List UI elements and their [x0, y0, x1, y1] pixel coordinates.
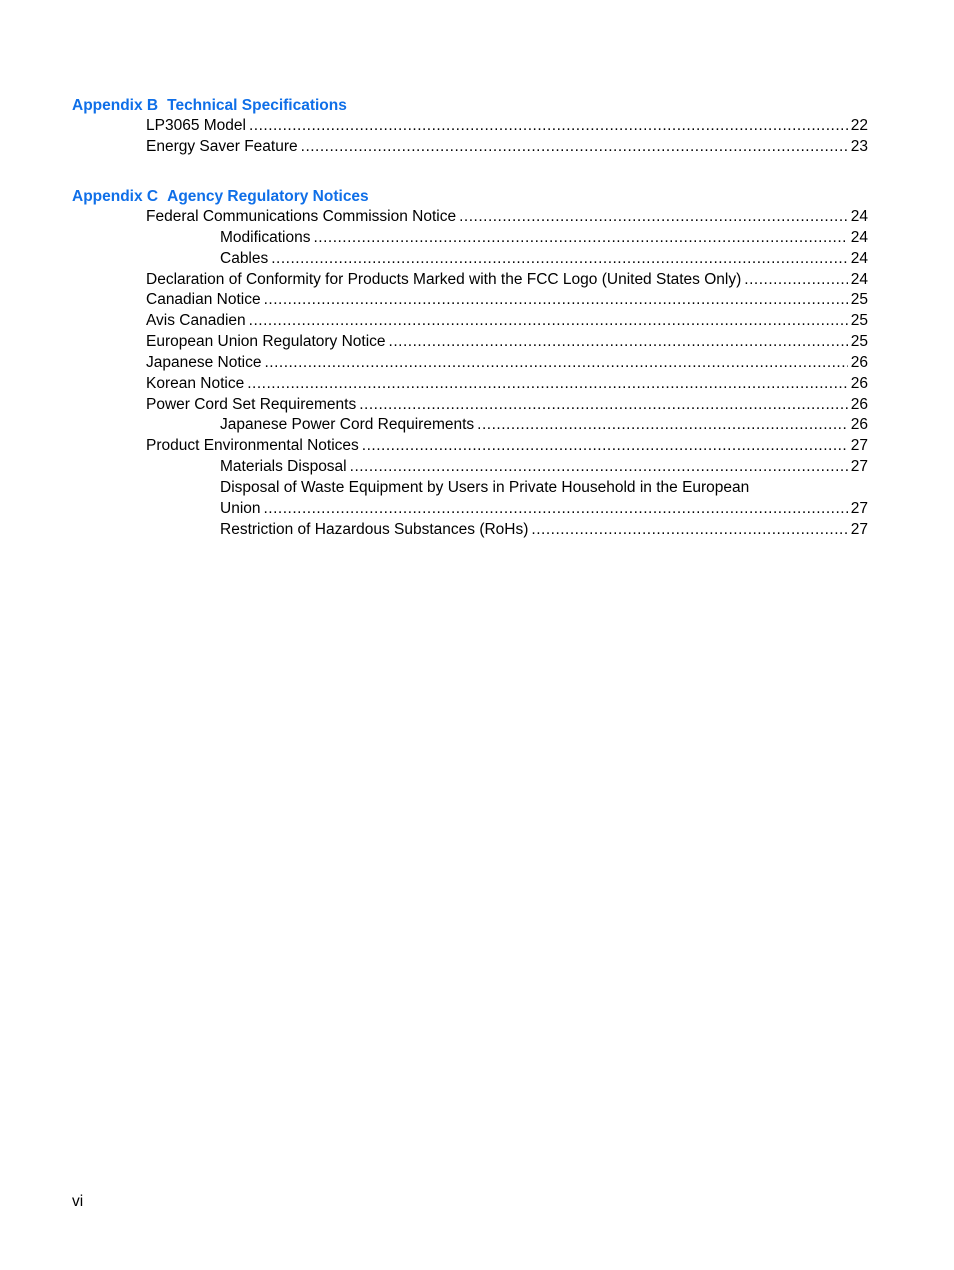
dot-leader: [313, 228, 847, 249]
toc-entry-label: Disposal of Waste Equipment by Users in Private Household in the European: [220, 478, 750, 496]
toc-entry-page: 25: [850, 312, 868, 330]
toc-entry-page: 27: [850, 520, 868, 538]
toc-entry[interactable]: [72, 332, 868, 353]
toc-entry-page: 24: [850, 228, 868, 246]
section-prefix: Appendix B: [72, 97, 159, 114]
dot-leader: [350, 457, 848, 478]
toc-entry[interactable]: [72, 228, 868, 249]
dot-leader: [249, 311, 848, 332]
toc-entry-label: Union: [220, 499, 261, 517]
toc-entry-label: Japanese Notice: [146, 353, 262, 371]
toc-entry-page: 26: [850, 353, 868, 371]
dot-leader: [264, 290, 848, 311]
toc-entry[interactable]: [72, 249, 868, 270]
toc-entry-label: Energy Saver Feature: [146, 137, 298, 155]
dot-leader: [249, 116, 848, 137]
toc-entry[interactable]: [72, 353, 868, 374]
toc-entry-label: Cables: [220, 249, 269, 267]
toc-section-appendix-c: [72, 187, 868, 541]
toc-section-appendix-b: [72, 96, 868, 158]
toc-entry-label: LP3065 Model: [146, 117, 246, 134]
section-heading[interactable]: [72, 187, 868, 207]
toc-entry[interactable]: [72, 290, 868, 311]
toc-entry[interactable]: [72, 436, 868, 457]
toc-entry-label: Restriction of Hazardous Substances (RoHs): [220, 520, 529, 538]
toc-entry-page: 23: [850, 137, 868, 155]
page-number: vi: [72, 1193, 84, 1210]
toc-entry-label: Power Cord Set Requirements: [146, 395, 357, 413]
toc-entry[interactable]: [72, 116, 868, 137]
section-title: Technical Specifications: [167, 97, 347, 114]
section-heading[interactable]: [72, 96, 868, 116]
toc-entry-page: 24: [850, 270, 868, 288]
dot-leader: [459, 207, 848, 228]
dot-leader: [744, 270, 847, 291]
toc-entry-page: 26: [850, 395, 868, 413]
toc-entry-label: Korean Notice: [146, 374, 245, 392]
toc-entry-page: 26: [850, 416, 868, 434]
toc-entry[interactable]: [72, 311, 868, 332]
dot-leader: [389, 332, 848, 353]
toc-entry[interactable]: [72, 457, 868, 478]
dot-leader: [362, 436, 848, 457]
toc-entry-label: Modifications: [220, 228, 311, 246]
toc-entry-label: European Union Regulatory Notice: [146, 333, 386, 351]
toc-entry-label: Japanese Power Cord Requirements: [220, 416, 475, 434]
toc-entry-page: 25: [850, 291, 868, 309]
toc-entry-label: Product Environmental Notices: [146, 437, 359, 455]
toc-entry[interactable]: [72, 520, 868, 541]
dot-leader: [264, 499, 848, 520]
dot-leader: [271, 249, 848, 270]
toc-entry-continued[interactable]: [72, 478, 868, 499]
toc-entry-label: Canadian Notice: [146, 291, 261, 309]
dot-leader: [477, 415, 848, 436]
toc-entry[interactable]: [72, 374, 868, 395]
toc-entry-label: Materials Disposal: [220, 458, 347, 476]
section-title: Agency Regulatory Notices: [167, 188, 369, 205]
toc-entry[interactable]: [72, 499, 868, 520]
toc-entry-page: 26: [850, 374, 868, 392]
toc-entry-page: 24: [850, 249, 868, 267]
toc-entry-label: Declaration of Conformity for Products Marked with the FCC Logo (United States Only): [146, 270, 742, 288]
toc-entry[interactable]: [72, 415, 868, 436]
dot-leader: [264, 353, 847, 374]
toc-entry-page: 24: [850, 208, 868, 225]
dot-leader: [531, 520, 847, 541]
section-prefix: Appendix C: [72, 188, 159, 205]
toc-entry-page: 25: [850, 333, 868, 351]
toc-entry-page: 27: [850, 437, 868, 455]
toc-entry[interactable]: [72, 137, 868, 158]
dot-leader: [301, 137, 848, 158]
toc-entry-page: 27: [850, 499, 868, 517]
toc-entry-label: Federal Communications Commission Notice: [146, 208, 457, 225]
toc-entry[interactable]: [72, 395, 868, 416]
toc-entry[interactable]: [72, 207, 868, 228]
toc-entry-label: Avis Canadien: [146, 312, 246, 330]
toc-entry-page: 22: [850, 117, 868, 134]
dot-leader: [247, 374, 848, 395]
dot-leader: [359, 395, 848, 416]
toc-entry-page: 27: [850, 458, 868, 476]
toc-entry[interactable]: [72, 270, 868, 291]
